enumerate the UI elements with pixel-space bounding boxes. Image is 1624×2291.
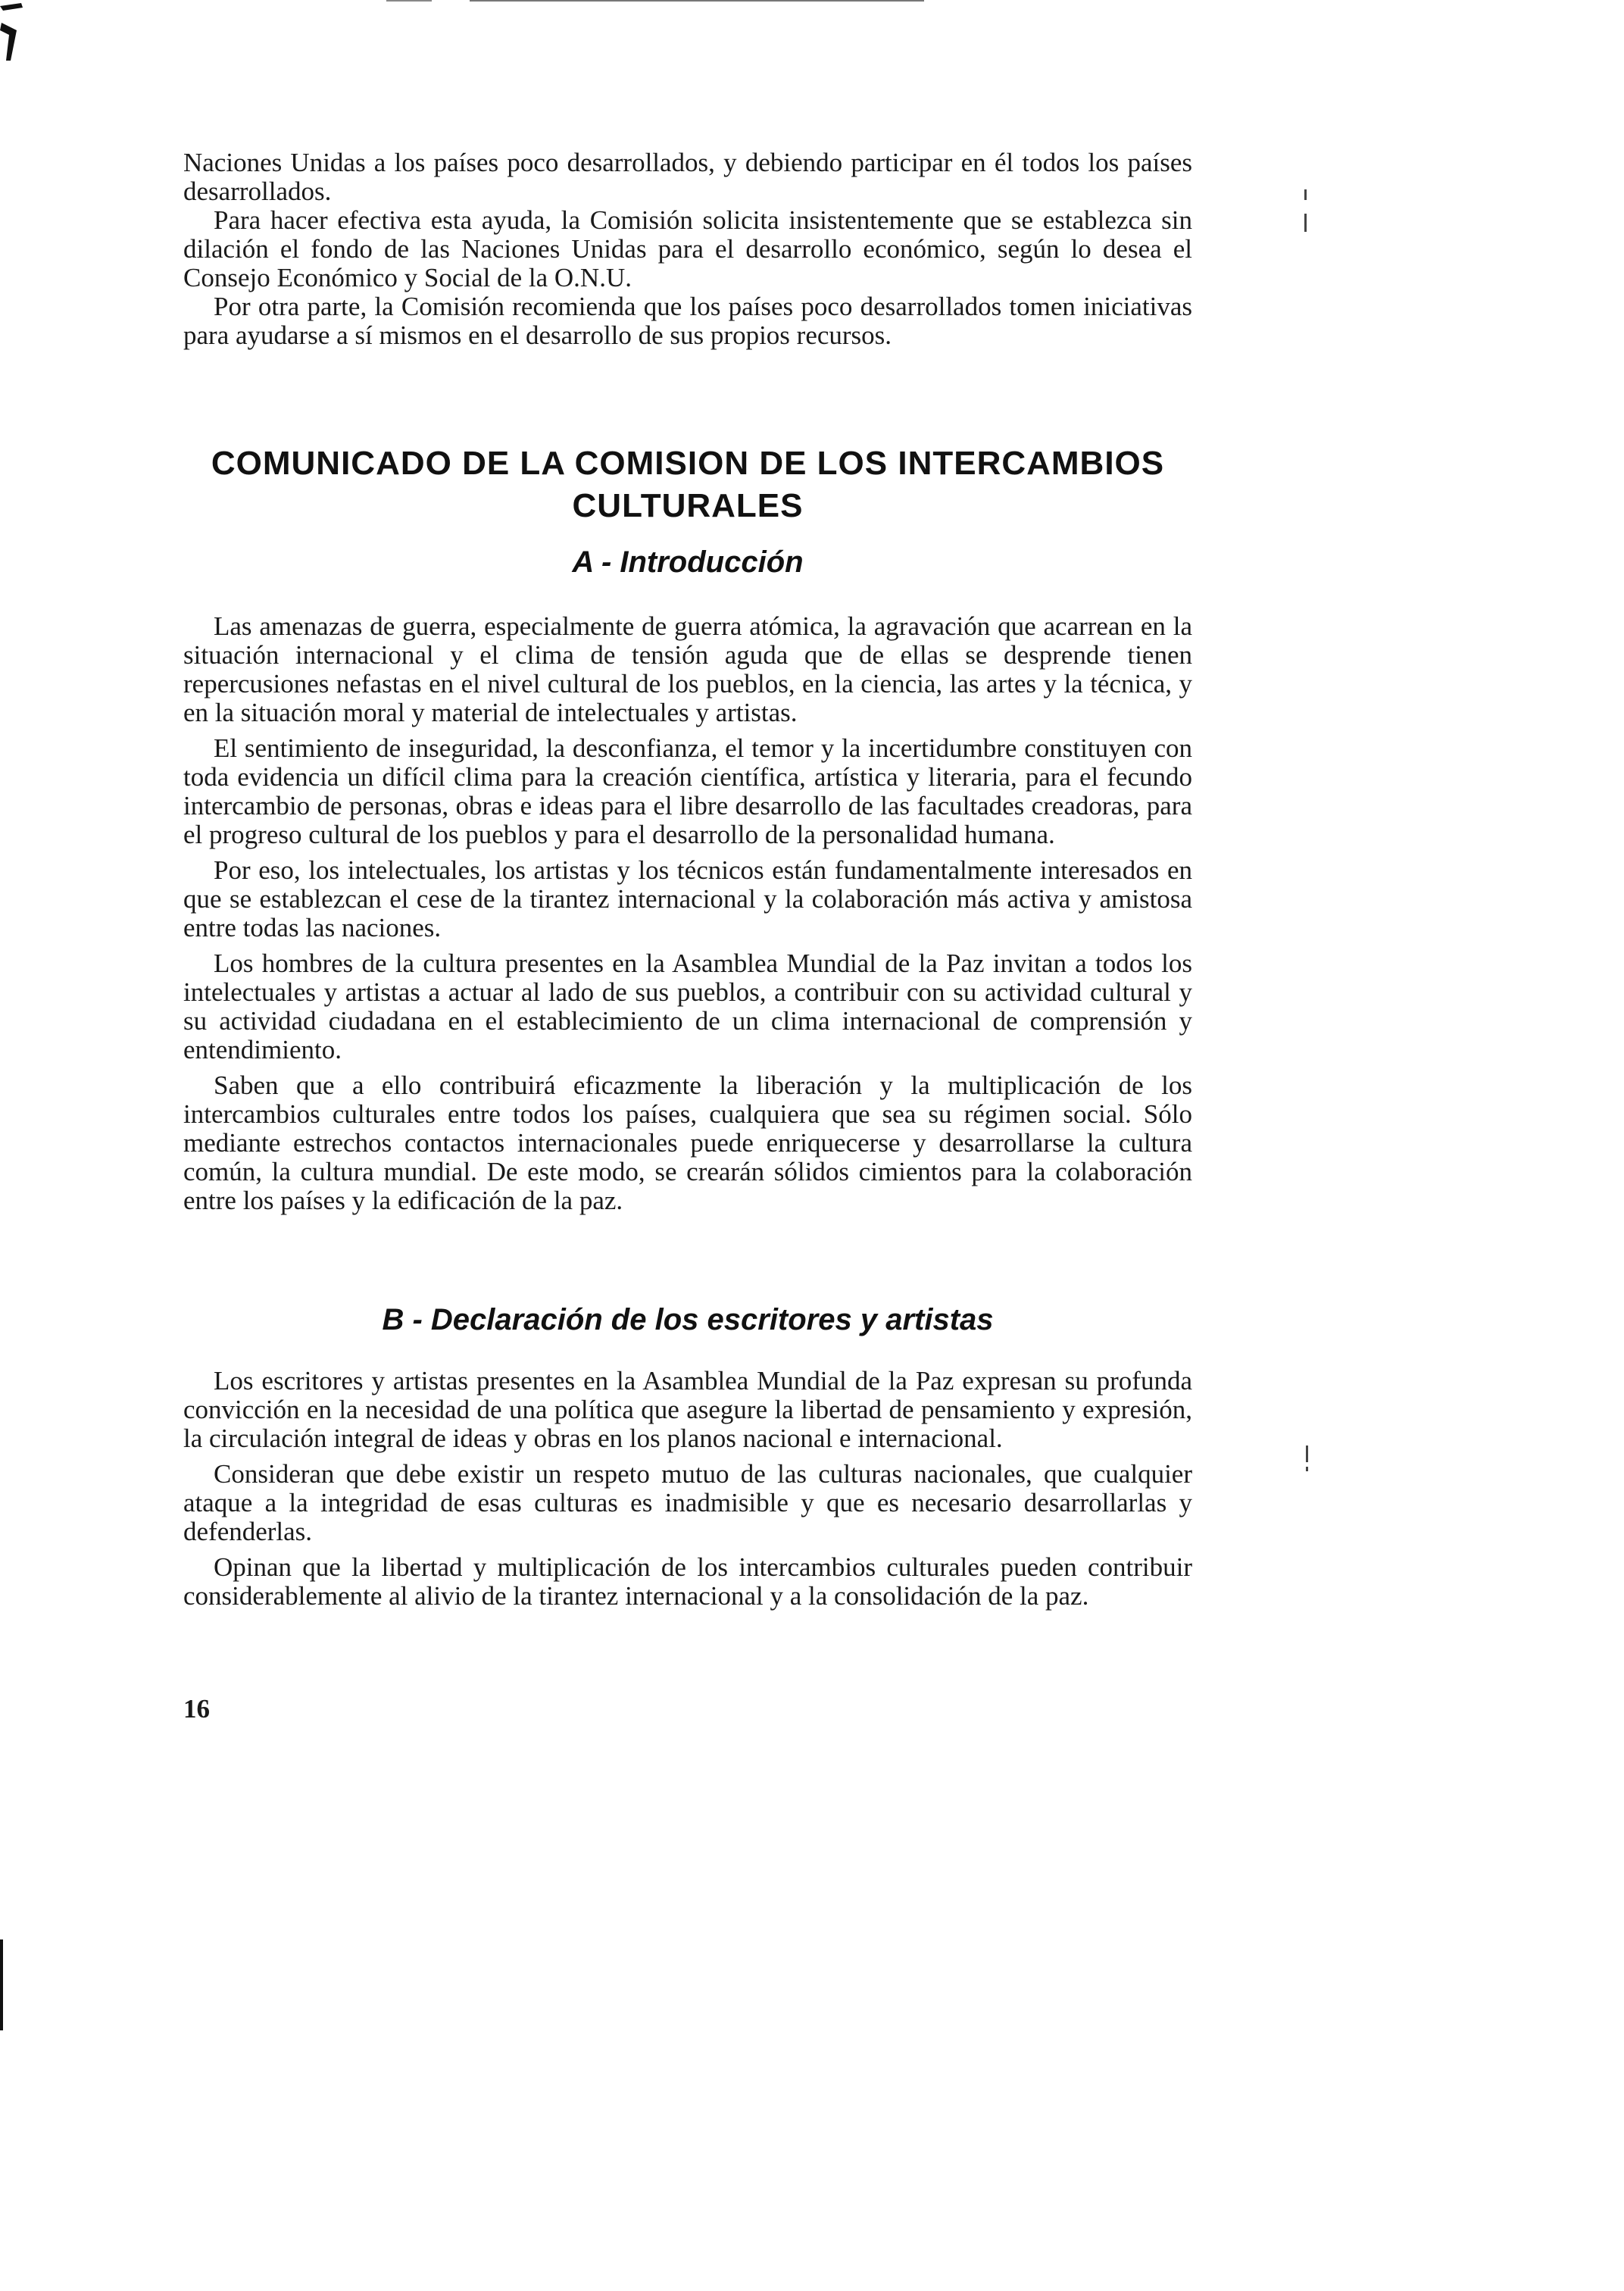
scan-speck [1306,1446,1308,1462]
scan-corner-mark [0,0,30,68]
paragraph: Las amenazas de guerra, especialmente de guerra atómica, la agravación que acarrean en la situación internacional y el clima de tensión aguda que de ellas se desprende tienen repercusiones nefastas en el nivel cultural de los pueblos, en la ciencia, las artes y la técnica, y en la situación moral y material de intelectuales y artistas. [183,611,1192,727]
subsection-title-a: A - Introducción [572,545,804,579]
scan-speck [1304,214,1307,232]
paragraph: Para hacer efectiva esta ayuda, la Comisión solicita insistentemente que se establezca sin dilación el fondo de las Naciones Unidas para el desarrollo económico, según lo desea el Consejo Económico y Social de la O.N.U. [183,205,1192,292]
paragraph: Opinan que la libertad y multiplicación de los intercambios culturales pueden contribuir considerablemente al alivio de la tirantez internacional y a la consolidación de la paz. [183,1552,1192,1611]
section-b-text [183,1367,1192,1611]
paragraph: Naciones Unidas a los países poco desarrollados, y debiendo participar en él todos los países desarrollados. [183,148,1192,206]
scan-speck [1304,189,1307,200]
paragraph: El sentimiento de inseguridad, la desconfianza, el temor y la incertidumbre constituyen con toda evidencia un difícil clima para la creación científica, artística y literaria, para el fecundo intercambio de personas, obras e ideas para el libre desarrollo de las facultades creadoras, para el progreso cultural de los pueblos y para el desarrollo de la personalidad humana. [183,733,1192,849]
paragraph: Los hombres de la cultura presentes en la Asamblea Mundial de la Paz invitan a todos los intelectuales y artistas a actuar al lado de sus pueblos, a contribuir con su actividad cultural y su actividad ciudadana en el establecimiento de un clima internacional de comprensión y entendimiento. [183,949,1192,1064]
paragraph: Los escritores y artistas presentes en la Asamblea Mundial de la Paz expresan su profunda convicción en la necesidad de una política que asegure la libertad de pensamiento y expresión, la circulación integral de ideas y obras en los planos nacional e internacional. [183,1366,1192,1453]
scan-rule-mark [386,0,432,2]
page-number: 16 [183,1694,210,1724]
scan-rule-mark [470,0,924,2]
paragraph: Saben que a ello contribuirá eficazmente la liberación y la multiplicación de los intercambios culturales entre todos los países, cualquiera que sea su régimen social. Sólo mediante estrechos contactos internacionales puede enriquecerse y desarrollarse la cultura común, la cultura mundial. De este modo, se crearán sólidos cimientos para la colaboración entre los países y la edificación de la paz. [183,1070,1192,1215]
intro-text [183,148,1192,350]
section-a-text [183,612,1192,1215]
paragraph: Consideran que debe existir un respeto mutuo de las culturas nacionales, que cualquier ataque a la integridad de esas culturas es inadmisible y que es necesario desarrollarlas y defenderlas. [183,1459,1192,1546]
paragraph: Por eso, los intelectuales, los artistas y los técnicos están fundamentalmente interesados en que se establezcan el cese de la tirantez internacional y la colaboración más activa y amistosa entre todas las naciones. [183,855,1192,942]
paragraph: Por otra parte, la Comisión recomienda que los países poco desarrollados tomen iniciativas para ayudarse a sí mismos en el desarrollo de sus propios recursos. [183,292,1192,350]
section-heading: COMUNICADO DE LA COMISION DE LOS INTERCAMBIOS CULTURALES [211,445,1165,524]
scan-speck [1306,1467,1308,1471]
subsection-title-b: B - Declaración de los escritores y artistas [382,1303,994,1336]
scan-edge-mark [0,1939,3,2030]
